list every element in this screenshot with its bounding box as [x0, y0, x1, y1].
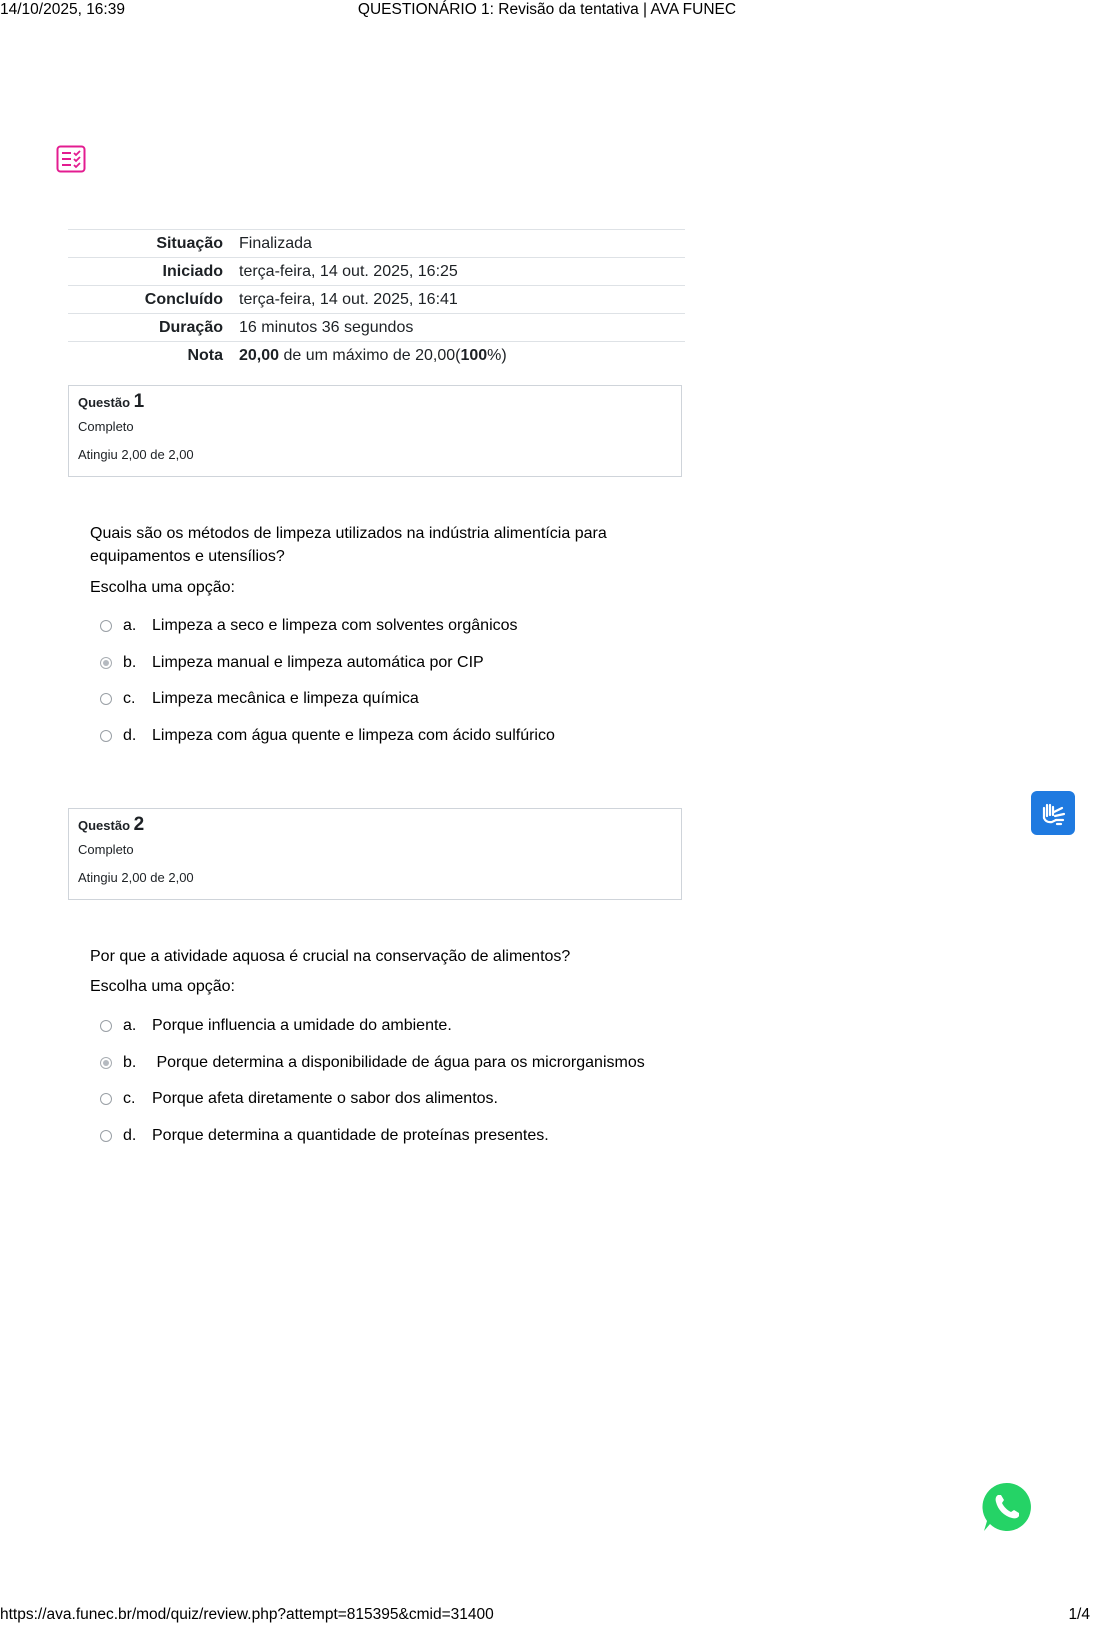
answer-letter: c. — [123, 1090, 136, 1107]
radio-button[interactable] — [100, 1020, 112, 1032]
radio-button[interactable] — [100, 620, 112, 632]
radio-button[interactable] — [100, 693, 112, 705]
whatsapp-icon[interactable] — [980, 1480, 1034, 1534]
question-grade: Atingiu 2,00 de 2,00 — [78, 870, 194, 885]
question-state: Completo — [78, 842, 134, 857]
answer-letter: a. — [123, 1017, 137, 1034]
radio-button[interactable] — [100, 1130, 112, 1142]
print-header — [0, 0, 1094, 22]
question-number — [78, 815, 672, 837]
print-page-number: 1/4 — [1068, 1606, 1090, 1623]
answer-letter: a. — [123, 617, 137, 634]
print-page-title: QUESTIONÁRIO 1: Revisão da tentativa | AVA FUNEC — [357, 1, 737, 18]
summary-row-completed — [68, 286, 685, 314]
answer-prompt-2: Escolha uma opção: — [90, 978, 235, 995]
summary-label: Duração — [158, 318, 223, 336]
answer-label: Porque afeta diretamente o sabor dos alimentos. — [152, 1090, 498, 1107]
quiz-list-icon — [56, 145, 86, 173]
question-grade: Atingiu 2,00 de 2,00 — [78, 447, 194, 462]
radio-button[interactable] — [100, 730, 112, 742]
question-text-2: Por que a atividade aquosa é crucial na conservação de alimentos? — [90, 948, 571, 965]
summary-row-started — [68, 258, 685, 286]
answer-option-1d[interactable] — [100, 725, 555, 747]
answer-label: Limpeza mecânica e limpeza química — [152, 690, 419, 707]
summary-value: 16 minutos 36 segundos — [239, 318, 414, 336]
sign-language-icon — [1038, 798, 1068, 828]
summary-grade-value — [239, 342, 685, 370]
summary-label: Nota — [187, 346, 223, 364]
radio-button-selected[interactable] — [100, 1057, 112, 1069]
answer-option-1b[interactable] — [100, 652, 484, 674]
radio-button[interactable] — [100, 1093, 112, 1105]
summary-row-status — [68, 230, 685, 258]
summary-row-duration — [68, 314, 685, 342]
answer-letter: d. — [123, 1127, 137, 1144]
grade-score: 20,00 — [239, 346, 280, 364]
question-prefix: Questão — [78, 818, 131, 833]
summary-label: Situação — [156, 234, 223, 252]
answer-prompt-1: Escolha uma opção: — [90, 579, 235, 596]
libras-accessibility-button[interactable] — [1031, 791, 1075, 835]
question-text-1: Quais são os métodos de limpeza utilizados na indústria alimentícia para equipamentos e utensílios? — [90, 525, 607, 565]
grade-percent: 100 — [460, 346, 488, 364]
answer-option-2d[interactable] — [100, 1125, 549, 1147]
answer-option-2b[interactable] — [100, 1052, 645, 1074]
summary-value: Finalizada — [239, 234, 312, 252]
grade-end: %) — [487, 346, 507, 364]
answer-label: Porque determina a quantidade de proteínas presentes. — [152, 1127, 549, 1144]
answer-option-2a[interactable] — [100, 1015, 452, 1037]
answer-label: Limpeza a seco e limpeza com solventes orgânicos — [152, 617, 518, 634]
answer-letter: c. — [123, 690, 136, 707]
answer-option-1a[interactable] — [100, 615, 518, 637]
question-number-value: 1 — [133, 391, 145, 412]
question-prefix: Questão — [78, 395, 131, 410]
radio-button-selected[interactable] — [100, 657, 112, 669]
print-url: https://ava.funec.br/mod/quiz/review.php?attempt=815395&cmid=31400 — [0, 1606, 494, 1623]
answer-option-2c[interactable] — [100, 1088, 498, 1110]
answer-label: Porque determina a disponibilidade de água para os microrganismos — [152, 1054, 645, 1071]
attempt-summary-table — [68, 229, 685, 369]
summary-value: terça-feira, 14 out. 2025, 16:25 — [239, 262, 458, 280]
summary-row-grade — [68, 342, 685, 370]
grade-middle: de um máximo de 20,00( — [279, 346, 461, 364]
question-info-1 — [68, 385, 682, 477]
question-state: Completo — [78, 419, 134, 434]
print-datetime: 14/10/2025, 16:39 — [0, 1, 125, 18]
answer-label: Limpeza com água quente e limpeza com ácido sulfúrico — [152, 727, 555, 744]
summary-label: Concluído — [144, 290, 223, 308]
question-info-2 — [68, 808, 682, 900]
question-number — [78, 392, 672, 414]
answer-letter: b. — [123, 654, 137, 671]
answer-letter: d. — [123, 727, 137, 744]
summary-label: Iniciado — [162, 262, 223, 280]
answer-letter: b. — [123, 1054, 137, 1071]
answer-option-1c[interactable] — [100, 688, 419, 710]
answer-label: Porque influencia a umidade do ambiente. — [152, 1017, 452, 1034]
summary-value: terça-feira, 14 out. 2025, 16:41 — [239, 290, 458, 308]
answer-label: Limpeza manual e limpeza automática por CIP — [152, 654, 484, 671]
print-footer — [0, 1606, 1094, 1626]
question-number-value: 2 — [133, 814, 145, 835]
